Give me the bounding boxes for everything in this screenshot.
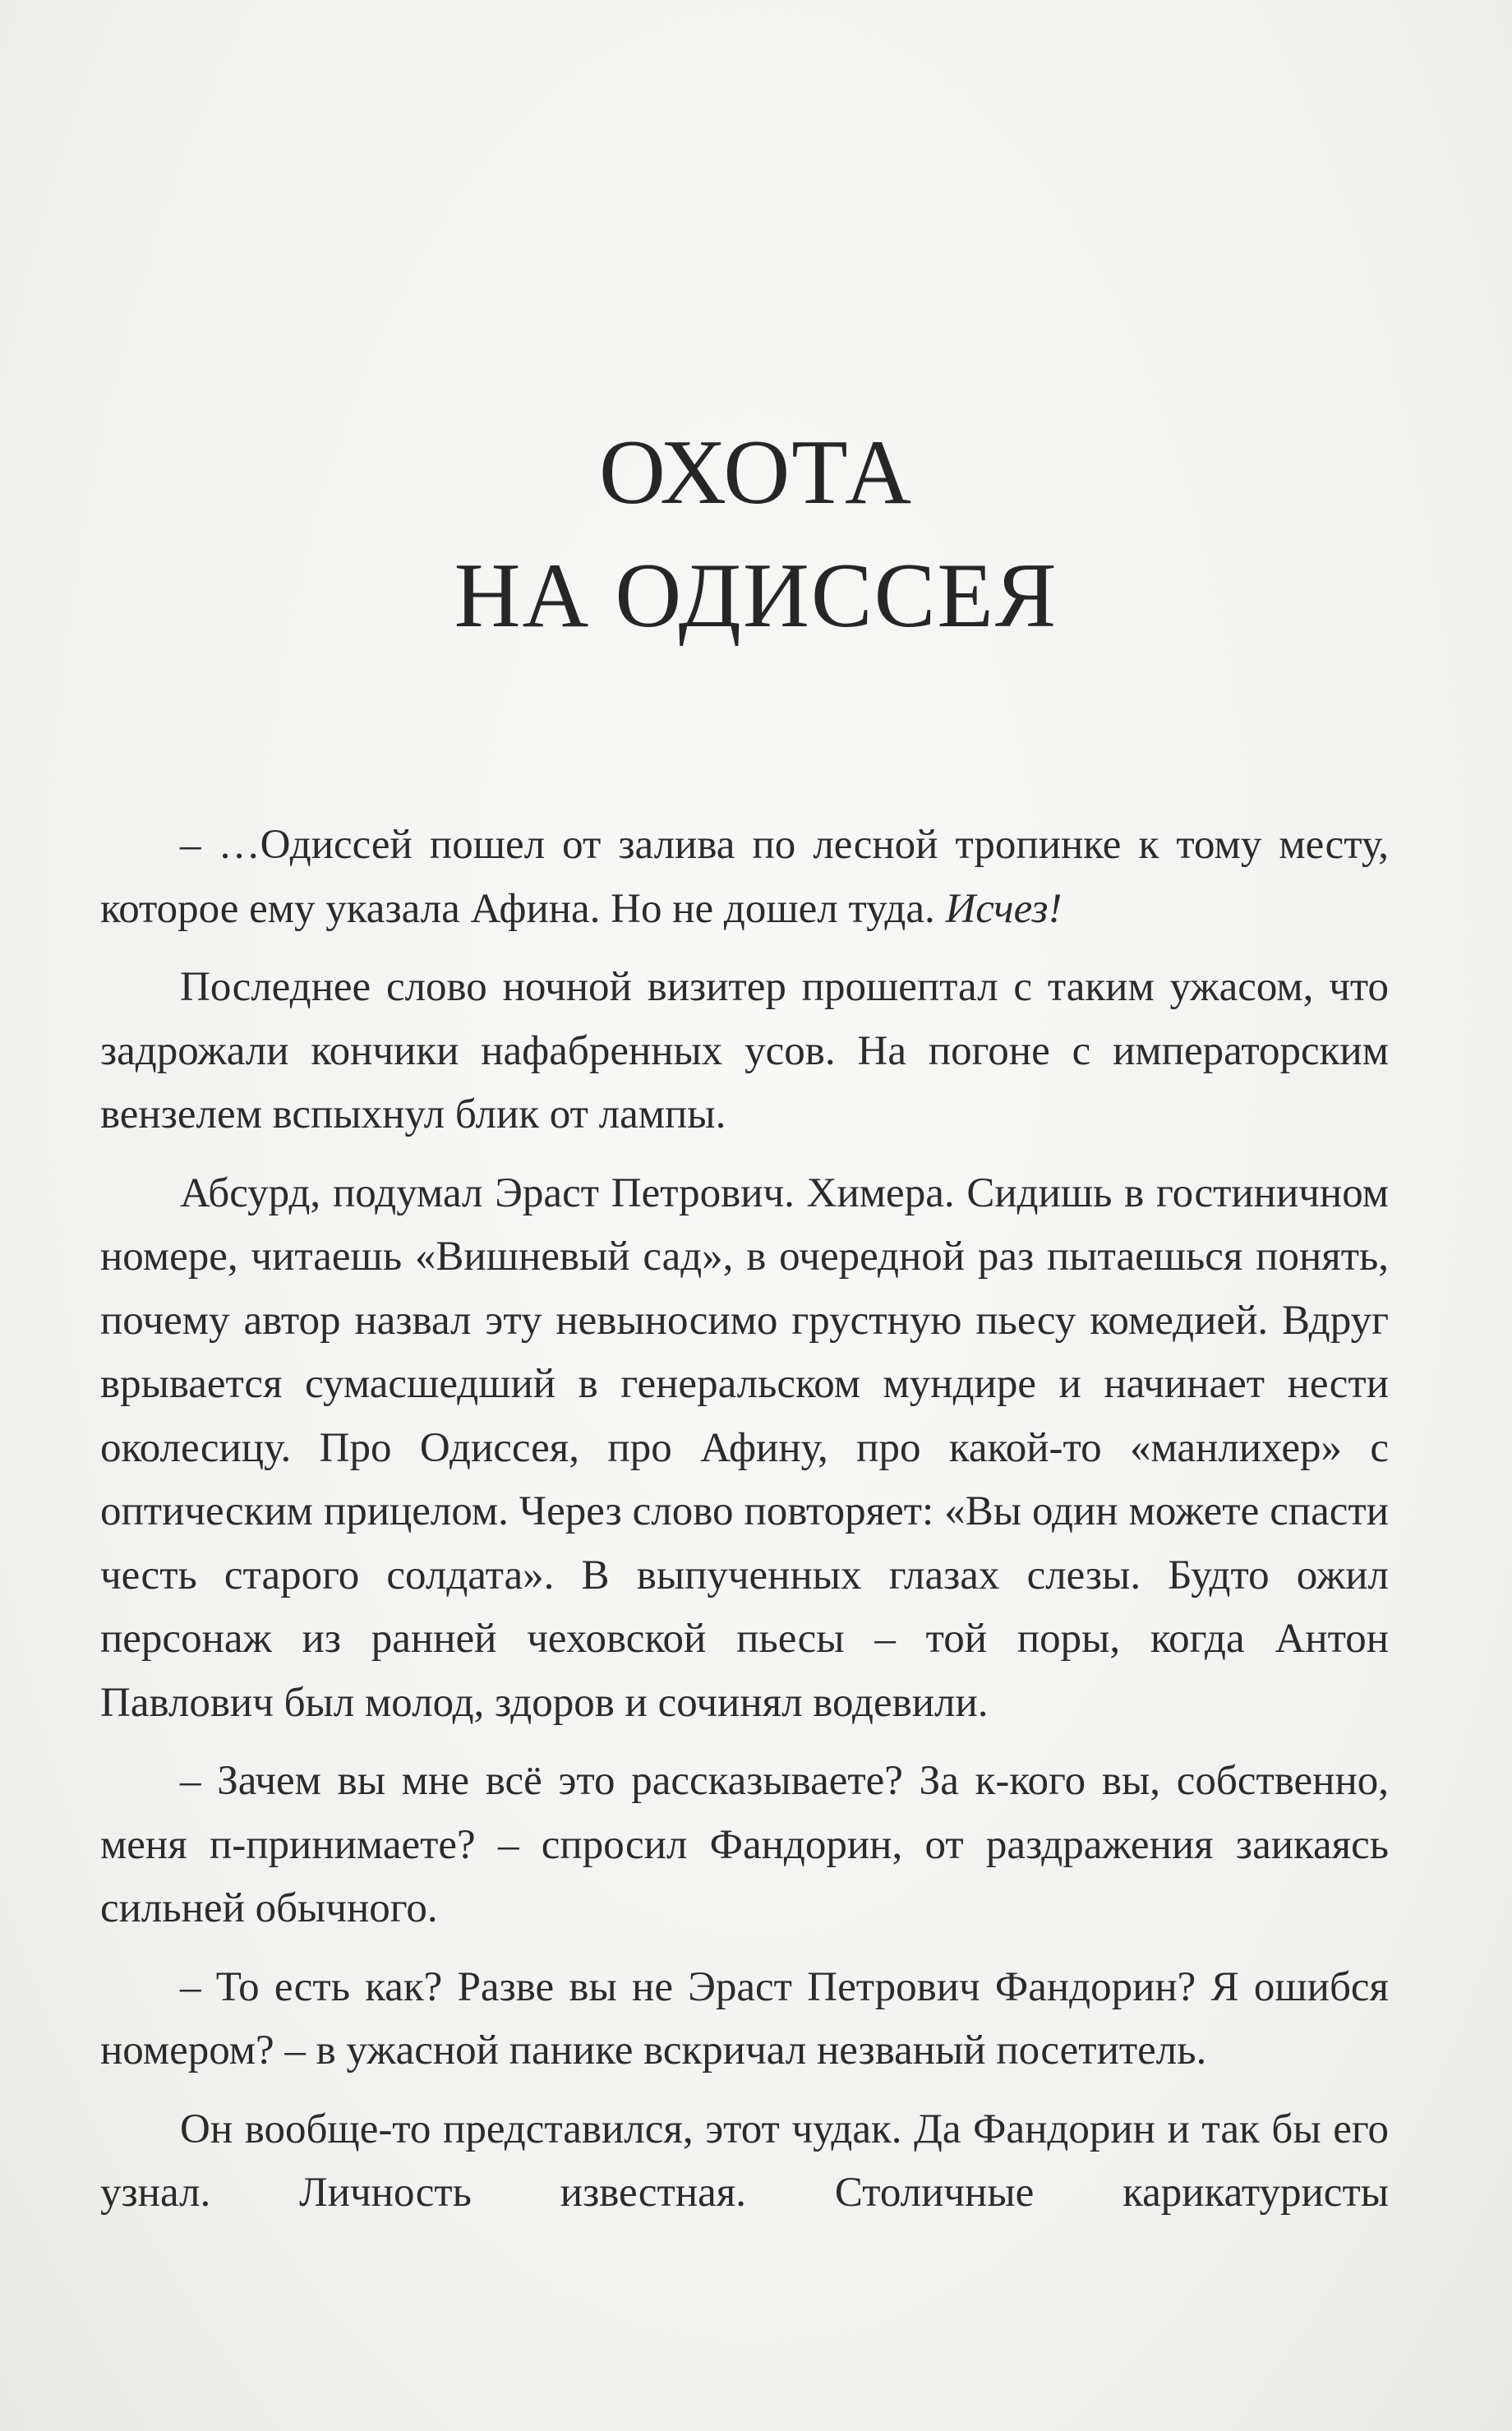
paragraph-1-text: – …Одиссей пошел от залива по лесной тропинке к тому месту, которое ему указала Афина. Но не дошел туда. bbox=[100, 822, 1389, 932]
paragraph-2: Последнее слово ночной визитер прошептал с таким ужасом, что задрожали кончики нафабренных усов. На погоне с императорским вензелем вспыхнул блик от лампы. bbox=[100, 964, 1389, 1137]
show-through-text bbox=[90, 173, 518, 245]
chapter-title bbox=[0, 411, 1512, 657]
chapter-body bbox=[100, 814, 1389, 2240]
paragraph-1-emphasis: Исчез! bbox=[945, 885, 1063, 932]
paragraph-3: Абсурд, подумал Эраст Петрович. Химера. Сидишь в гостиничном номере, читаешь «Вишневый сад», в очередной раз пытаешься понять, почему автор назвал эту невыносимо грустную пьесу комедией. Вдруг врывается сумасшедший в генеральском мундире и начинает нести околесицу. Про Одиссея, про Афину, про какой-то «манлихер» с оптическим прицелом. Через слово повторяет: «Вы один можете спасти честь старого солдата». В выпученных глазах слезы. Будто ожил персонаж из ранней чеховской пьесы – той поры, когда Антон Павлович был молод, здоров и сочинял водевили. bbox=[100, 1169, 1389, 1726]
paragraph-5: – То есть как? Разве вы не Эраст Петрович Фандорин? Я ошибся номером? – в ужасной панике вскричал незваный посетитель. bbox=[100, 1963, 1389, 2074]
paragraph-1 bbox=[100, 814, 1389, 941]
paragraph-4: – Зачем вы мне всё это рассказываете? За к-кого вы, собственно, меня п-принимаете? – спросил Фандорин, от раздражения заикаясь сильней обычного. bbox=[100, 1758, 1389, 1931]
paragraph-6: Он вообще-то представился, этот чудак. Да Фандорин и так бы его узнал. Личность известная. Столичные карикатуристы bbox=[100, 2106, 1389, 2216]
chapter-title-line-2: НА ОДИССЕЯ bbox=[454, 545, 1058, 647]
chapter-title-line-1: ОХОТА bbox=[599, 422, 913, 524]
